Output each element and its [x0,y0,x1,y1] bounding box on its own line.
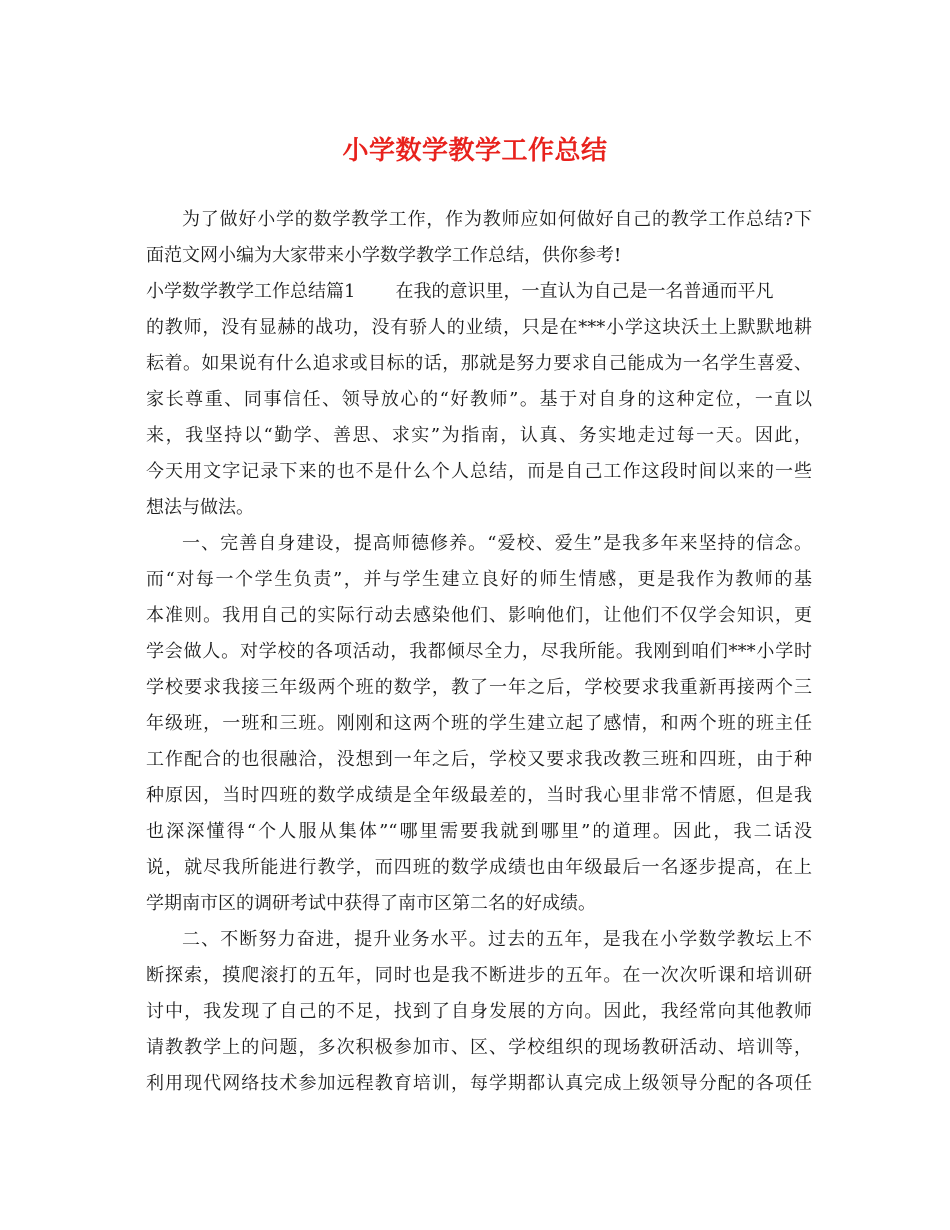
paragraph-line: 请教教学上的问题，多次积极参加市、区、学校组织的现场教研活动、培训等， [146,1037,812,1058]
paragraph-line: 面范文网小编为大家带来小学数学教学工作总结，供你参考! [146,245,622,266]
paragraph-line: 来，我坚持以“勤学、善思、求实”为指南，认真、务实地走过每一天。因此， [146,425,812,446]
paragraph-line: 家长尊重、同事信任、领导放心的“好教师”。基于对自身的这种定位，一直以 [146,389,812,410]
paragraph-line: 二、不断努力奋进，提升业务水平。过去的五年，是我在小学数学教坛上不 [182,929,812,950]
paragraph-line: 想法与做法。 [146,497,254,518]
paragraph-line: 也深深懂得“个人服从集体”“哪里需要我就到哪里”的道理。因此，我二话没 [146,821,812,842]
paragraph-line: 耘着。如果说有什么追求或目标的话，那就是努力要求自己能成为一名学生喜爱、 [146,353,812,374]
paragraph-line: 学期南市区的调研考试中获得了南市区第二名的好成绩。 [146,893,596,914]
paragraph-line: 断探索，摸爬滚打的五年，同时也是我不断进步的五年。在一次次听课和培训研 [146,965,812,986]
paragraph-line: 一、完善自身建设，提高师德修养。“爱校、爱生”是我多年来坚持的信念。 [182,533,812,554]
paragraph-line: 利用现代网络技术参加远程教育培训，每学期都认真完成上级领导分配的各项任 [146,1073,812,1094]
paragraph-line: 学校要求我接三年级两个班的数学，教了一年之后，学校要求我重新再接两个三 [146,677,812,698]
paragraph-line: 工作配合的也很融洽，没想到一年之后，学校又要求我改教三班和四班，由于种 [146,749,812,770]
paragraph-line: 本准则。我用自己的实际行动去感染他们、影响他们，让他们不仅学会知识，更 [146,605,812,626]
paragraph-line: 说，就尽我所能进行教学，而四班的数学成绩也由年级最后一名逐步提高，在上 [146,857,812,878]
paragraph-line: 讨中，我发现了自己的不足，找到了自身发展的方向。因此，我经常向其他教师 [146,1001,812,1022]
paragraph-line: 今天用文字记录下来的也不是什么个人总结，而是自己工作这段时间以来的一些 [146,461,812,482]
paragraph-line: 为了做好小学的数学教学工作，作为教师应如何做好自己的教学工作总结?下 [182,209,812,230]
paragraph-line [146,274,812,310]
section-heading: 小学数学教学工作总结篇1 [146,281,356,302]
document-body [146,202,812,1102]
paragraph-line: 学会做人。对学校的各项活动，我都倾尽全力，尽我所能。我刚到咱们***小学时 [146,641,812,662]
paragraph-text: 在我的意识里，一直认为自己是一名普通而平凡 [395,281,774,302]
paragraph-line: 年级班，一班和三班。刚刚和这两个班的学生建立起了感情，和两个班的班主任 [146,713,812,734]
paragraph-line: 种原因，当时四班的数学成绩是全年级最差的，当时我心里非常不情愿，但是我 [146,785,812,806]
document-title: 小学数学教学工作总结 [342,136,608,166]
paragraph-line: 的教师，没有显赫的战功，没有骄人的业绩，只是在***小学这块沃土上默默地耕 [146,317,812,338]
paragraph-line: 而“对每一个学生负责”，并与学生建立良好的师生情感，更是我作为教师的基 [146,569,812,590]
